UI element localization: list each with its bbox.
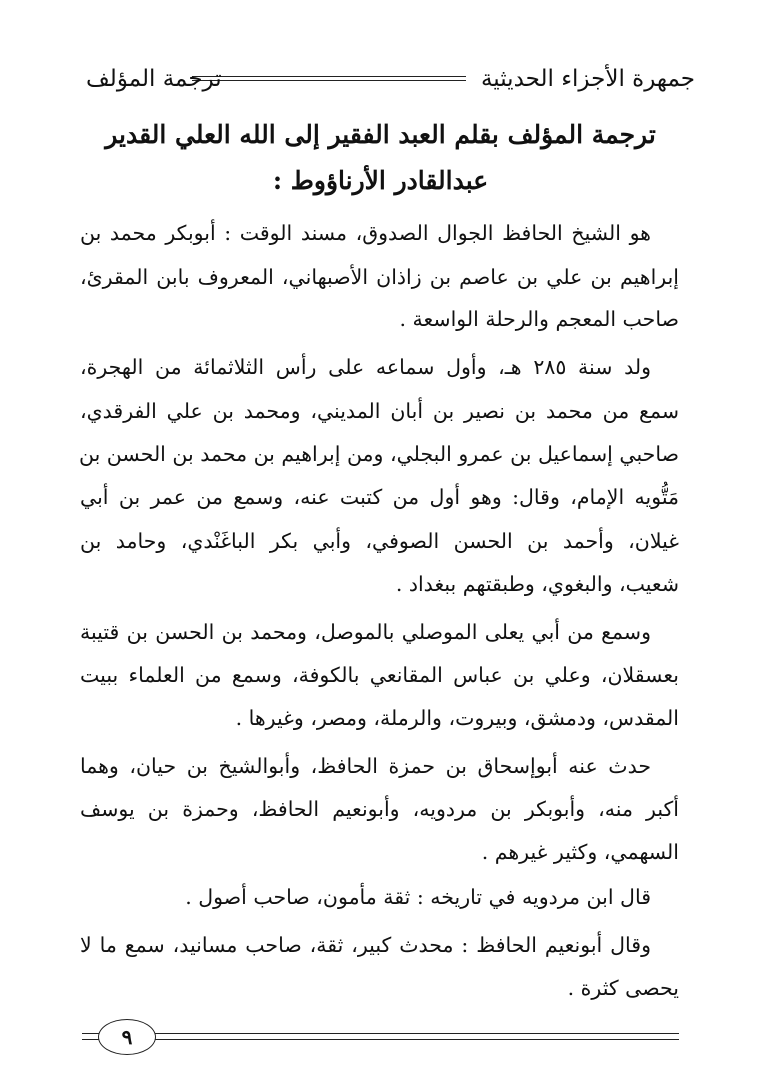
paragraph-1-line-1: هو الشيخ الحافظ الجوال الصدوق، مسند الوقت : أبوبكر محمد بن — [80, 221, 651, 245]
page-title-line-1: ترجمة المؤلف بقلم العبد الفقير إلى الله العلي القدير — [105, 120, 656, 149]
paragraph-2-line-1: ولد سنة ٢٨٥ هـ، وأول سماعه على رأس الثلاثمائة من الهجرة، — [80, 355, 651, 379]
paragraph-3-line-2: بعسقلان، وعلي بن عباس المقانعي بالكوفة، وسمع من العلماء ببيت — [80, 663, 679, 687]
paragraph-2-line-4: مَتُّويه الإمام، وقال: وهو أول من كتبت عنه، وسمع من عمر بن أبي — [80, 485, 679, 509]
paragraph-2-line-2: سمع من محمد بن نصير بن أبان المديني، ومحمد بن علي الفرقدي، — [80, 399, 680, 423]
paragraph-6-line-1: وقال أبونعيم الحافظ : محدث كبير، ثقة، صاحب مسانيد، سمع ما لا — [80, 933, 651, 957]
page-title-line-2: عبدالقادر الأرناؤوط : — [272, 166, 489, 195]
paragraph-3-line-1: وسمع من أبي يعلى الموصلي بالموصل، ومحمد بن الحسن بن قتيبة — [80, 620, 651, 644]
paragraph-2-line-3: صاحبي إسماعيل بن عمرو البجلي، ومن إبراهيم بن محمد بن الحسن بن — [78, 442, 679, 466]
running-header-book-title: جمهرة الأجزاء الحديثية — [480, 66, 695, 92]
paragraph-4-line-2: أكبر منه، وأبوبكر بن مردويه، وأبونعيم الحافظ، وحمزة بن يوسف — [80, 797, 679, 821]
paragraph-5-line-1: قال ابن مردويه في تاريخه : ثقة مأمون، صاحب أصول . — [185, 885, 651, 909]
paragraph-1-line-3: صاحب المعجم والرحلة الواسعة . — [399, 307, 679, 331]
header-double-rule — [192, 76, 466, 81]
page-number-badge: ٩ — [98, 1019, 156, 1055]
paragraph-6-line-2: يحصى كثرة . — [567, 976, 679, 1000]
paragraph-4-line-3: السهمي، وكثير غيرهم . — [481, 840, 679, 864]
footer-double-rule — [82, 1033, 679, 1040]
paragraph-2-line-6: شعيب، والبغوي، وطبقتهم ببغداد . — [395, 572, 679, 596]
paragraph-2-line-5: غيلان، وأحمد بن الحسن الصوفي، وأبي بكر الباغَنْدي، وحامد بن — [80, 529, 679, 553]
running-header-chapter-title: ترجمة المؤلف — [86, 66, 222, 92]
paragraph-4-line-1: حدث عنه أبوإسحاق بن حمزة الحافظ، وأبوالشيخ بن حيان، وهما — [80, 754, 651, 778]
paragraph-1-line-2: إبراهيم بن علي بن عاصم بن زاذان الأصبهاني، المعروف بابن المقرئ، — [80, 265, 679, 289]
paragraph-3-line-3: المقدس، ودمشق، وبيروت، والرملة، ومصر، وغيرها . — [235, 706, 679, 730]
